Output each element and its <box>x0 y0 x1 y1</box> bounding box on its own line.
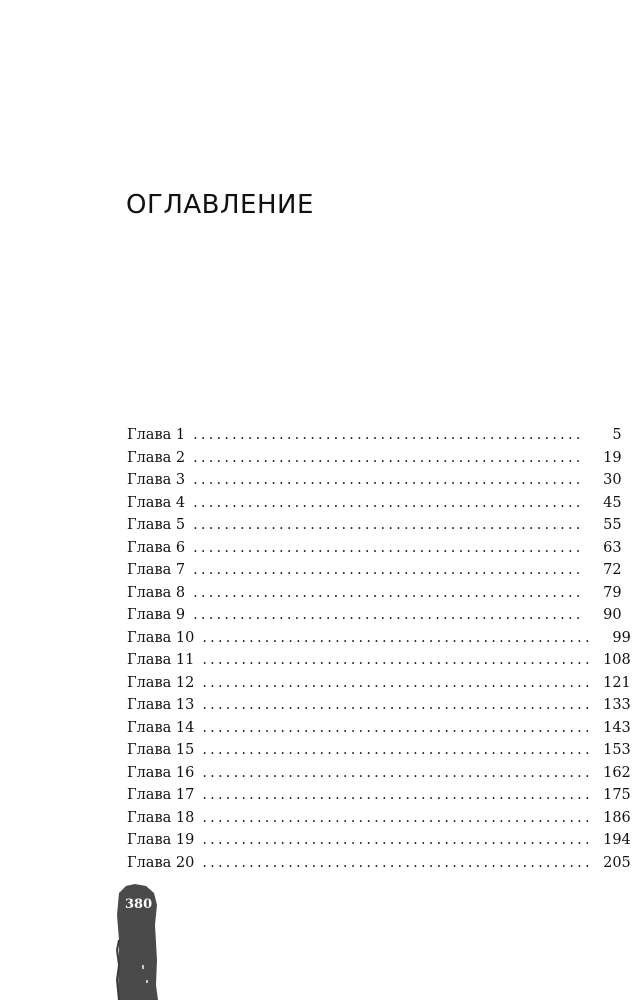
toc-entry-label: Глава 10 <box>127 629 195 646</box>
toc-entry-label: Глава 20 <box>127 854 195 871</box>
toc-dot-leader: .................................................. <box>202 764 593 781</box>
toc-dot-leader: .................................................. <box>193 539 584 556</box>
toc-entry-label: Глава 19 <box>127 832 195 848</box>
toc-entry-label: Глава 1 <box>127 427 186 443</box>
toc-entry-label: Глава 7 <box>127 562 186 578</box>
toc-entry-page: 45 <box>603 494 622 511</box>
toc-entry-page: 90 <box>603 607 622 623</box>
toc-dot-leader: .................................................. <box>193 584 584 601</box>
toc-entry-page: 19 <box>603 449 622 466</box>
toc-entry-label: Глава 5 <box>127 517 186 533</box>
toc-dot-leader: .................................................. <box>193 449 584 466</box>
toc-dot-leader: .................................................. <box>202 674 593 691</box>
toc-entry-page: 30 <box>603 472 622 488</box>
toc-entry-page: 55 <box>603 517 622 533</box>
toc-entry-label: Глава 4 <box>127 494 186 511</box>
toc-dot-leader: .................................................. <box>202 854 593 871</box>
page-number: 380 <box>125 897 153 912</box>
toc-entry-label: Глава 3 <box>127 472 186 488</box>
toc-entry-page: 63 <box>603 539 622 556</box>
toc-entry-page: 175 <box>603 787 631 803</box>
toc-entry-label: Глава 12 <box>127 674 195 691</box>
toc-entry-page: 133 <box>603 697 631 713</box>
toc-entry-page: 72 <box>603 562 622 578</box>
toc-dot-leader: .................................................. <box>193 562 584 578</box>
toc-dot-leader: .................................................. <box>202 832 593 848</box>
toc-entry-label: Глава 9 <box>127 607 186 623</box>
toc-entry-page: 99 <box>612 629 631 646</box>
toc-dot-leader: .................................................. <box>202 652 593 668</box>
toc-dot-leader: .................................................. <box>202 809 593 826</box>
toc-entry-label: Глава 11 <box>127 652 195 668</box>
toc-entry-page: 162 <box>603 764 631 781</box>
toc-dot-leader: .................................................. <box>193 494 584 511</box>
toc-entry-label: Глава 8 <box>127 584 186 601</box>
toc-entry-page: 108 <box>603 652 631 668</box>
toc-entry-page: 186 <box>603 809 631 826</box>
toc-dot-leader: .................................................. <box>202 742 593 758</box>
toc-entry-label: Глава 16 <box>127 764 195 781</box>
toc-dot-leader: .................................................. <box>193 517 584 533</box>
toc-entry-label: Глава 14 <box>127 719 195 736</box>
toc-entry-page: 143 <box>603 719 631 736</box>
toc-entry-page: 153 <box>603 742 631 758</box>
toc-entry-page: 5 <box>612 427 622 443</box>
toc-entry-label: Глава 17 <box>127 787 195 803</box>
toc-entry-page: 194 <box>603 832 631 848</box>
toc-entry-page: 205 <box>603 854 631 871</box>
toc-dot-leader: .................................................. <box>202 629 593 646</box>
toc-dot-leader: .................................................. <box>193 607 584 623</box>
toc-entry-label: Глава 2 <box>127 449 186 466</box>
toc-entry-page: 121 <box>603 674 631 691</box>
toc-dot-leader: .................................................. <box>202 697 593 713</box>
page-title: ОГЛАВЛЕНИЕ <box>126 190 314 220</box>
toc-entry-label: Глава 6 <box>127 539 186 556</box>
toc-dot-leader: .................................................. <box>193 472 584 488</box>
toc-dot-leader: .................................................. <box>202 787 593 803</box>
toc-entry-label: Глава 13 <box>127 697 195 713</box>
toc-entry-page: 79 <box>603 584 622 601</box>
toc-dot-leader: .................................................. <box>202 719 593 736</box>
toc-entry-label: Глава 18 <box>127 809 195 826</box>
toc-dot-leader: .................................................. <box>193 427 584 443</box>
toc-entry-label: Глава 15 <box>127 742 195 758</box>
